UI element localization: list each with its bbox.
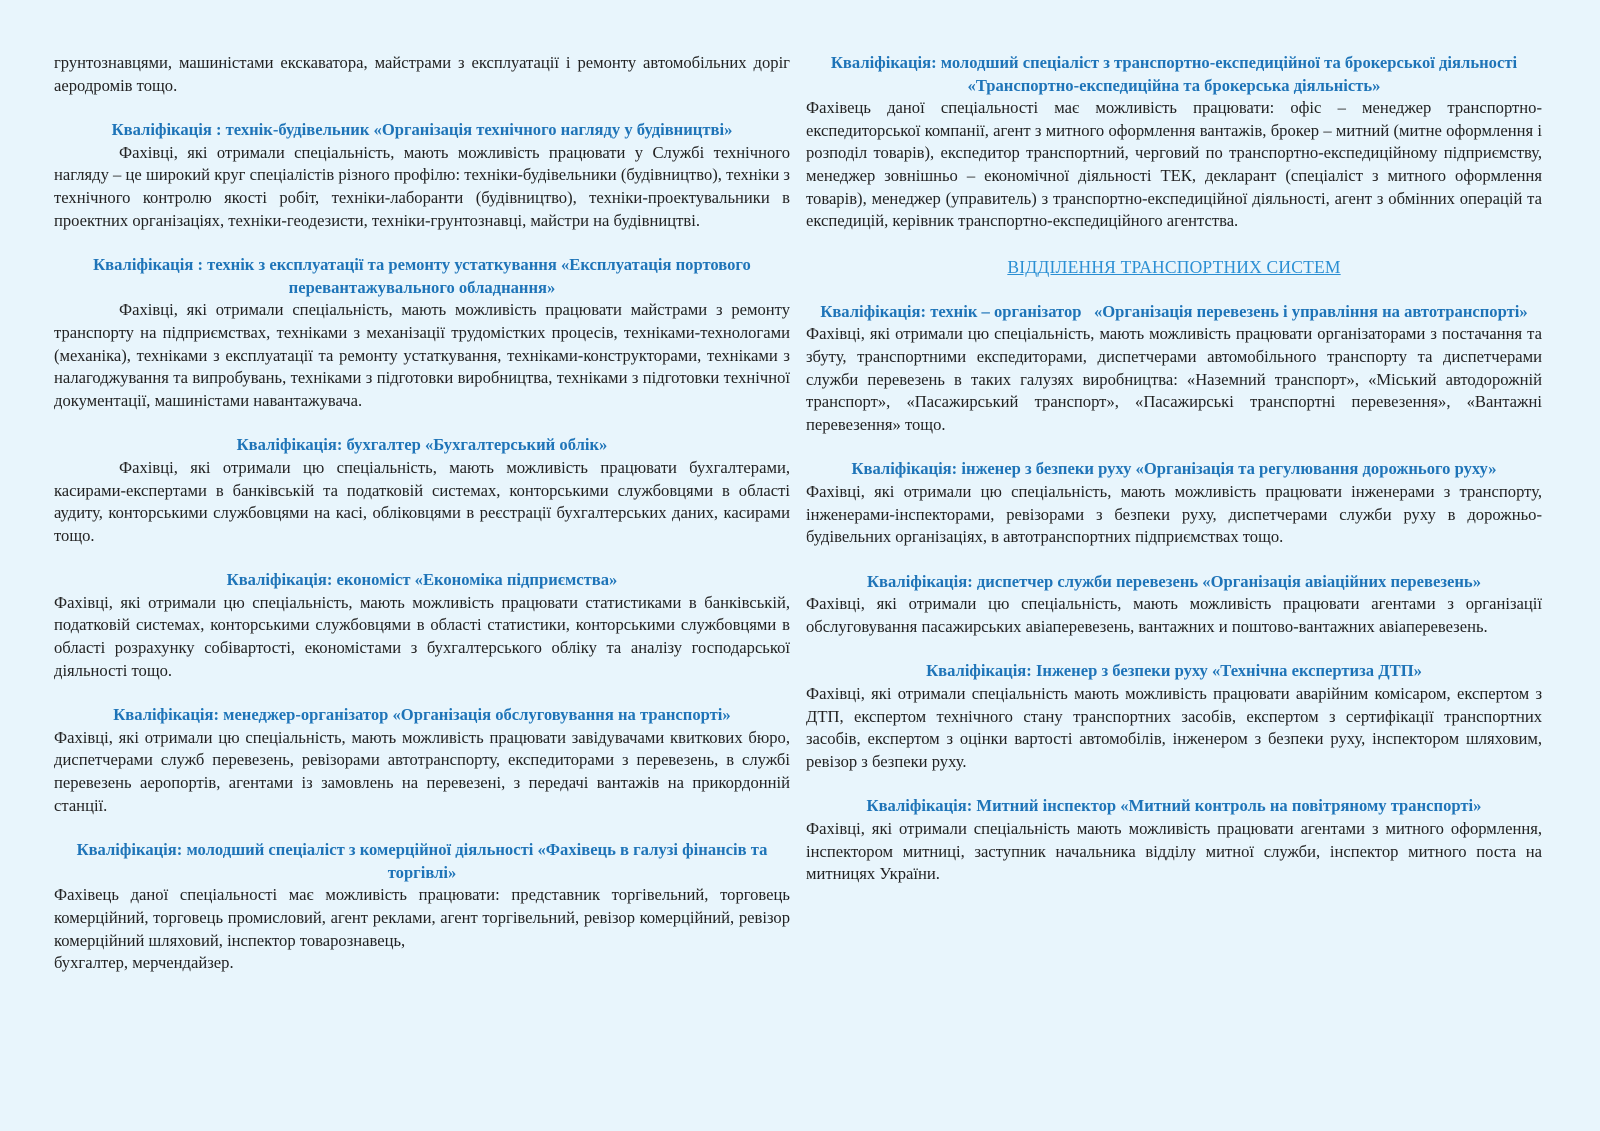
qualification-title: Кваліфікація : технік-будівельник «Організація технічного нагляду у будівництві»	[111, 120, 733, 140]
qualification-text: Фахівець даної спеціальності має можливість працювати: офіс – менеджер транспортно-експедиторської компанії, агент з митного оформлення вантажів, брокер – митний (митне оформлення і розподіл товарів), експедитор транспортний, черговий по транспортно-експедиційному підприємству, менеджер зовнішньо – економічної діяльності ТЕК, декларант (спеціаліст з митного оформлення товарів), менеджер (управитель) з транспортно-експедиційної діяльності, агент з обмінних операцій та експедицій, керівник транспортно-експедиційного агентства.	[806, 98, 1542, 231]
qualification-text: Фахівець даної спеціальності має можливість працювати: представник торгівельний, торговець комерційний, торговець промисловий, агент реклами, агент торгівельний, ревізор комерційний, ревізор комерційний шляховий, інспектор товарознавець,	[54, 885, 790, 950]
qualification-text: Фахівці, які отримали спеціальність, мають можливість працювати у Службі технічного нагляду – це широкий круг спеціалістів різного профілю: техніки-будівельники (будівництво), техніки з технічного контролю якості робіт, техніки-лаборанти (будівництво), техніки-проектувальники в проектних організаціях, техніки-геодезисти, техніки-грунтознавці, майстри на будівництві.	[54, 142, 790, 230]
qualification-title: Кваліфікація : технік з експлуатації та ремонту устаткування «Експлуатація портового перевантажувального обладнання»	[93, 255, 751, 297]
qualification-title: Кваліфікація: економіст «Економіка підприємства»	[226, 570, 618, 590]
qualification-text: Фахівці, які отримали спеціальність, мають можливість працювати майстрами з ремонту транспорту на підприємствах, техніками з механізації трудомістких процесів, техніками-технологами (механіка), техніками з експлуатації та ремонту устаткування, техніками-конструкторами, техніками з налагоджування та випробувань, техніками з підготовки виробництва, техніками з підготовки технічної документації, машиністами навантажувача.	[54, 300, 790, 410]
intro-paragraph: грунтознавцями, машиністами екскаватора, майстрами з експлуатації і ремонту автомобільних доріг аеродромів тощо.	[54, 53, 790, 95]
qualification-text: Фахівці, які отримали цю спеціальність, мають можливість працювати агентами з організації обслуговування пасажирських авіаперевезень, вантажних и поштово-вантажних авіаперевезень.	[806, 594, 1542, 636]
right-column	[806, 52, 1542, 1131]
qualification-title: Кваліфікація: менеджер-організатор «Організація обслуговування на транспорті»	[113, 705, 731, 725]
qualification-text: Фахівці, які отримали цю спеціальність, мають можливість працювати інженерами з транспорту, інженерами-інспекторами, ревізорами з безпеки руху, диспетчерами служби руху в дорожньо-будівельних організаціях, в автотранспортних підприємствах тощо.	[806, 481, 1542, 547]
qualification-title: Кваліфікація: технік – організатор «Організація перевезень і управління на автотранспорті»	[820, 301, 1528, 321]
qualification-title: Кваліфікація: Інженер з безпеки руху «Технічна експертиза ДТП»	[926, 661, 1422, 681]
qualification-text: Фахівці, які отримали цю спеціальність, мають можливість працювати статистиками в банківській, податковій системах, конторськими службовцями в області статистики, конторськими службовцями в області розрахунку собівартості, економістами з бухгалтерського обліку та аналізу господарської діяльності тощо.	[54, 592, 790, 680]
qualification-text-tail: бухгалтер, мерчендайзер.	[54, 953, 234, 973]
qualification-title: Кваліфікація: Митний інспектор «Митний контроль на повітряному транспорті»	[866, 796, 1482, 816]
qualification-text: Фахівці, які отримали спеціальність мають можливість працювати агентами з митного оформлення, інспектором митниці, заступник начальника відділу митної служби, інспектор митного поста на митницях України.	[806, 819, 1542, 884]
qualification-text: Фахівці, які отримали цю спеціальність, мають можливість працювати бухгалтерами, касирами-експертами в банківській та податковій системах, конторськими службовцями в області аудиту, конторськими службовцями на касі, обліковцями в реєстрації бухгалтерських даних, касирами тощо.	[54, 457, 790, 545]
qualification-title: Кваліфікація: інженер з безпеки руху «Організація та регулювання дорожнього руху»	[851, 459, 1497, 479]
left-column	[54, 52, 790, 1131]
qualification-title: Кваліфікація: диспетчер служби перевезень «Організація авіаційних перевезень»	[867, 571, 1481, 591]
qualification-text: Фахівці, які отримали спеціальність мають можливість працювати аварійним комісаром, експертом з ДТП, експертом технічного стану транспортних засобів, експертом з сертифікації транспортних засобів, експертом з оцінки вартості автомобілів, інженером з безпеки руху, інспектором шляховим, ревізор з безпеки руху.	[806, 684, 1542, 771]
qualification-title: Кваліфікація: молодший спеціаліст з транспортно-експедиційної та брокерської діяльності «Транспортно-експедиційна та брокерська діяльність»	[830, 53, 1518, 95]
qualification-title: Кваліфікація: молодший спеціаліст з комерційної діяльності «Фахівець в галузі фінансів та торгівлі»	[76, 840, 768, 882]
qualification-text: Фахівці, які отримали цю спеціальність, мають можливість працювати організаторами з постачання та збуту, транспортними експедиторами, диспетчерами автомобільного транспорту та диспетчерами служби перевезень в таких галузях виробництва: «Наземний транспорт», «Міський автодорожній транспорт», «Пасажирський транспорт», «Пасажирські транспортні перевезення», «Вантажні перевезення» тощо.	[806, 324, 1542, 434]
qualification-title: Кваліфікація: бухгалтер «Бухгалтерський облік»	[236, 435, 608, 455]
qualification-text: Фахівці, які отримали цю спеціальність, мають можливість працювати завідувачами квиткових бюро, диспетчерами служб перевезень, ревізорами автотранспорту, експедиторами з перевезень, в службі перевезень аеропортів, агентами із замовлень на перевезені, з передачі вантажів на прикордонній станції.	[54, 727, 790, 815]
department-heading: ВІДДІЛЕННЯ ТРАНСПОРТНИХ СИСТЕМ	[1007, 256, 1341, 277]
